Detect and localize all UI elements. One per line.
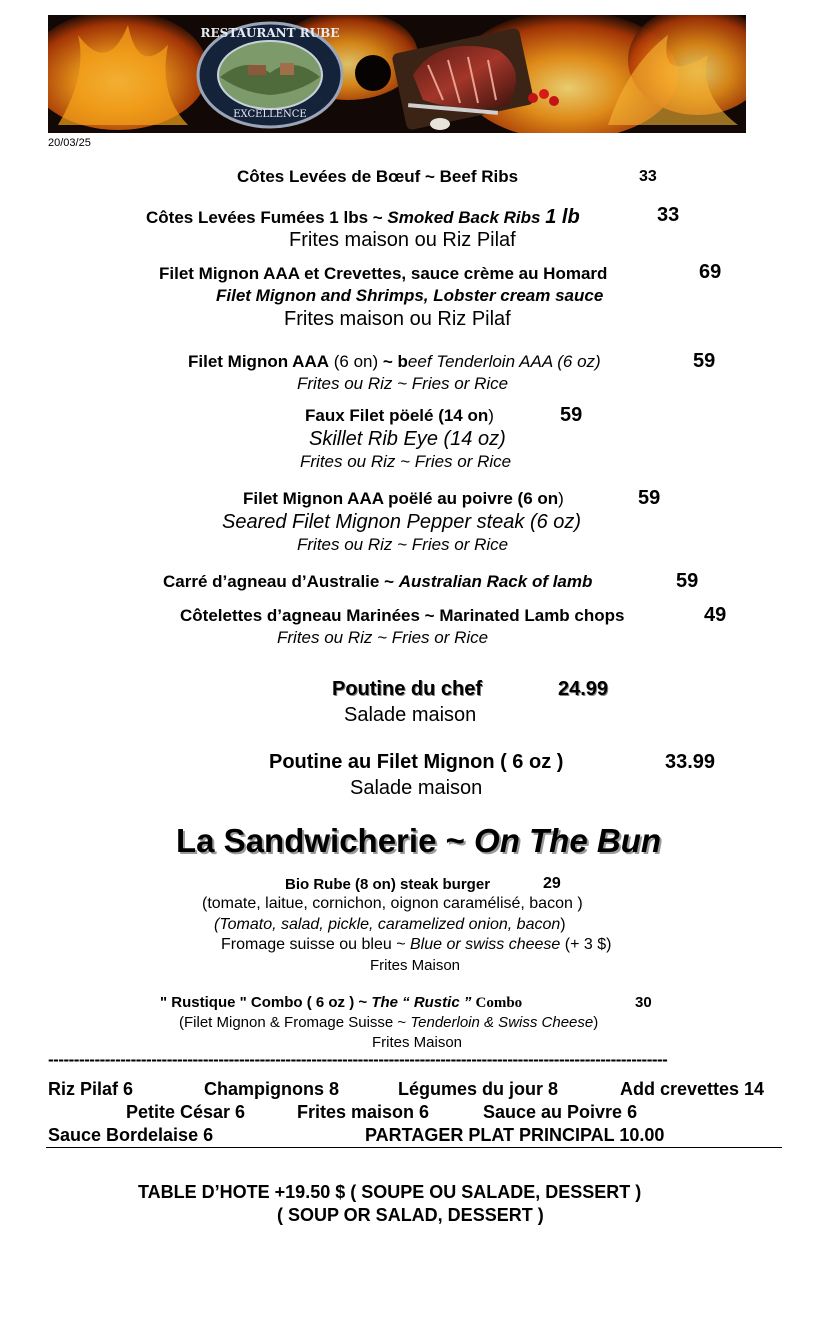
extra-crevettes: Add crevettes 14 xyxy=(620,1079,765,1099)
item-filet-mignon-sides: Frites ou Riz ~ Fries or Rice xyxy=(297,374,509,393)
rustique-price: 30 xyxy=(635,994,652,1011)
item-filet-mignon-title: Filet Mignon AAA (6 on) ~ beef Tenderloin AAA (6 oz) xyxy=(188,352,601,371)
extra-riz-pilaf: Riz Pilaf 6 xyxy=(48,1079,134,1099)
item-rib-eye-title: Faux Filet pöelé (14 on) xyxy=(305,406,494,425)
poutine-filet-side: Salade maison xyxy=(350,777,483,799)
dashed-separator: ------------------------------------------------------------------------------------------------------------------------ xyxy=(48,1050,668,1069)
burger-desc-en: (Tomato, salad, pickle, caramelized onion, bacon) xyxy=(214,916,566,933)
item-smoked-ribs-sides: Frites maison ou Riz Pilaf xyxy=(289,229,516,251)
item-filet-shrimp-price: 69 xyxy=(699,261,722,283)
extra-sauce-bordelaise: Sauce Bordelaise 6 xyxy=(48,1125,214,1145)
extra-frites-maison: Frites maison 6 xyxy=(297,1102,430,1122)
rustique-title: " Rustique " Combo ( 6 oz ) ~ The “ Rustic ” Combo xyxy=(160,994,523,1011)
poutine-filet-price: 33.99 xyxy=(665,751,716,773)
burger-price: 29 xyxy=(543,875,561,892)
svg-text:RESTAURANT RUBE: RESTAURANT RUBE xyxy=(200,26,340,40)
item-pepper-steak-title: Filet Mignon AAA poëlé au poivre (6 on) xyxy=(243,489,564,508)
burger-sides: Frites Maison xyxy=(370,957,461,974)
rustique-desc: (Filet Mignon & Fromage Suisse ~ Tenderloin & Swiss Cheese) xyxy=(179,1014,599,1031)
flames-steak-illustration xyxy=(48,15,746,133)
item-smoked-ribs-title: Côtes Levées Fumées 1 lbs ~ Smoked Back Ribs 1 lb xyxy=(146,206,580,228)
item-rib-eye-sides: Frites ou Riz ~ Fries or Rice xyxy=(300,452,512,471)
header-banner xyxy=(48,15,746,133)
item-lamb-chops-sides: Frites ou Riz ~ Fries or Rice xyxy=(277,628,489,647)
item-lamb-chops-price: 49 xyxy=(704,604,727,626)
item-filet-shrimp-title-en: Filet Mignon and Shrimps, Lobster cream sauce xyxy=(216,286,604,305)
item-rack-lamb-title: Carré d’agneau d’Australie ~ Australian Rack of lamb xyxy=(163,572,593,591)
extra-sauce-poivre: Sauce au Poivre 6 xyxy=(483,1102,638,1122)
extra-partager: PARTAGER PLAT PRINCIPAL 10.00 xyxy=(365,1125,665,1145)
item-filet-shrimp-title: Filet Mignon AAA et Crevettes, sauce crème au Homard xyxy=(159,264,608,283)
item-filet-shrimp-sides: Frites maison ou Riz Pilaf xyxy=(284,308,511,330)
svg-text:EXCELLENCE: EXCELLENCE xyxy=(233,109,307,120)
extra-champignons: Champignons 8 xyxy=(204,1079,340,1099)
item-pepper-steak-sides: Frites ou Riz ~ Fries or Rice xyxy=(297,535,509,554)
item-beef-ribs-title: Côtes Levées de Bœuf ~ Beef Ribs xyxy=(237,167,519,186)
item-rack-lamb-price: 59 xyxy=(676,570,699,592)
poutine-chef-price: 24.99 xyxy=(558,678,609,700)
restaurant-logo xyxy=(198,23,342,127)
item-filet-mignon-price: 59 xyxy=(693,350,716,372)
menu-date: 20/03/25 xyxy=(48,137,91,149)
rustique-sides: Frites Maison xyxy=(372,1034,463,1051)
poutine-filet-title: Poutine au Filet Mignon ( 6 oz ) xyxy=(269,751,564,773)
table-hote-line1: TABLE D’HOTE +19.50 $ ( SOUPE OU SALADE, DESSERT ) xyxy=(138,1182,642,1202)
sandwich-section-heading: La Sandwicherie ~ On The Bun xyxy=(176,822,662,859)
item-rib-eye-title-en: Skillet Rib Eye (14 oz) xyxy=(309,428,506,450)
burger-desc-fr: (tomate, laitue, cornichon, oignon caramélisé, bacon ) xyxy=(202,895,583,912)
bottom-rule xyxy=(46,1147,782,1148)
extra-petite-cesar: Petite César 6 xyxy=(126,1102,246,1122)
item-rib-eye-price: 59 xyxy=(560,404,583,426)
burger-cheese: Fromage suisse ou bleu ~ Blue or swiss cheese (+ 3 $) xyxy=(221,936,612,953)
table-hote-line2: ( SOUP OR SALAD, DESSERT ) xyxy=(277,1205,544,1225)
poutine-chef-side: Salade maison xyxy=(344,704,477,726)
extra-legumes: Légumes du jour 8 xyxy=(398,1079,559,1099)
item-smoked-ribs-price: 33 xyxy=(657,204,680,226)
item-pepper-steak-title-en: Seared Filet Mignon Pepper steak (6 oz) xyxy=(222,511,582,533)
poutine-chef-title: Poutine du chef xyxy=(332,678,482,700)
burger-title: Bio Rube (8 on) steak burger xyxy=(285,876,491,893)
item-lamb-chops-title: Côtelettes d’agneau Marinées ~ Marinated Lamb chops xyxy=(180,606,625,625)
item-beef-ribs-price: 33 xyxy=(639,168,657,185)
item-pepper-steak-price: 59 xyxy=(638,487,661,509)
